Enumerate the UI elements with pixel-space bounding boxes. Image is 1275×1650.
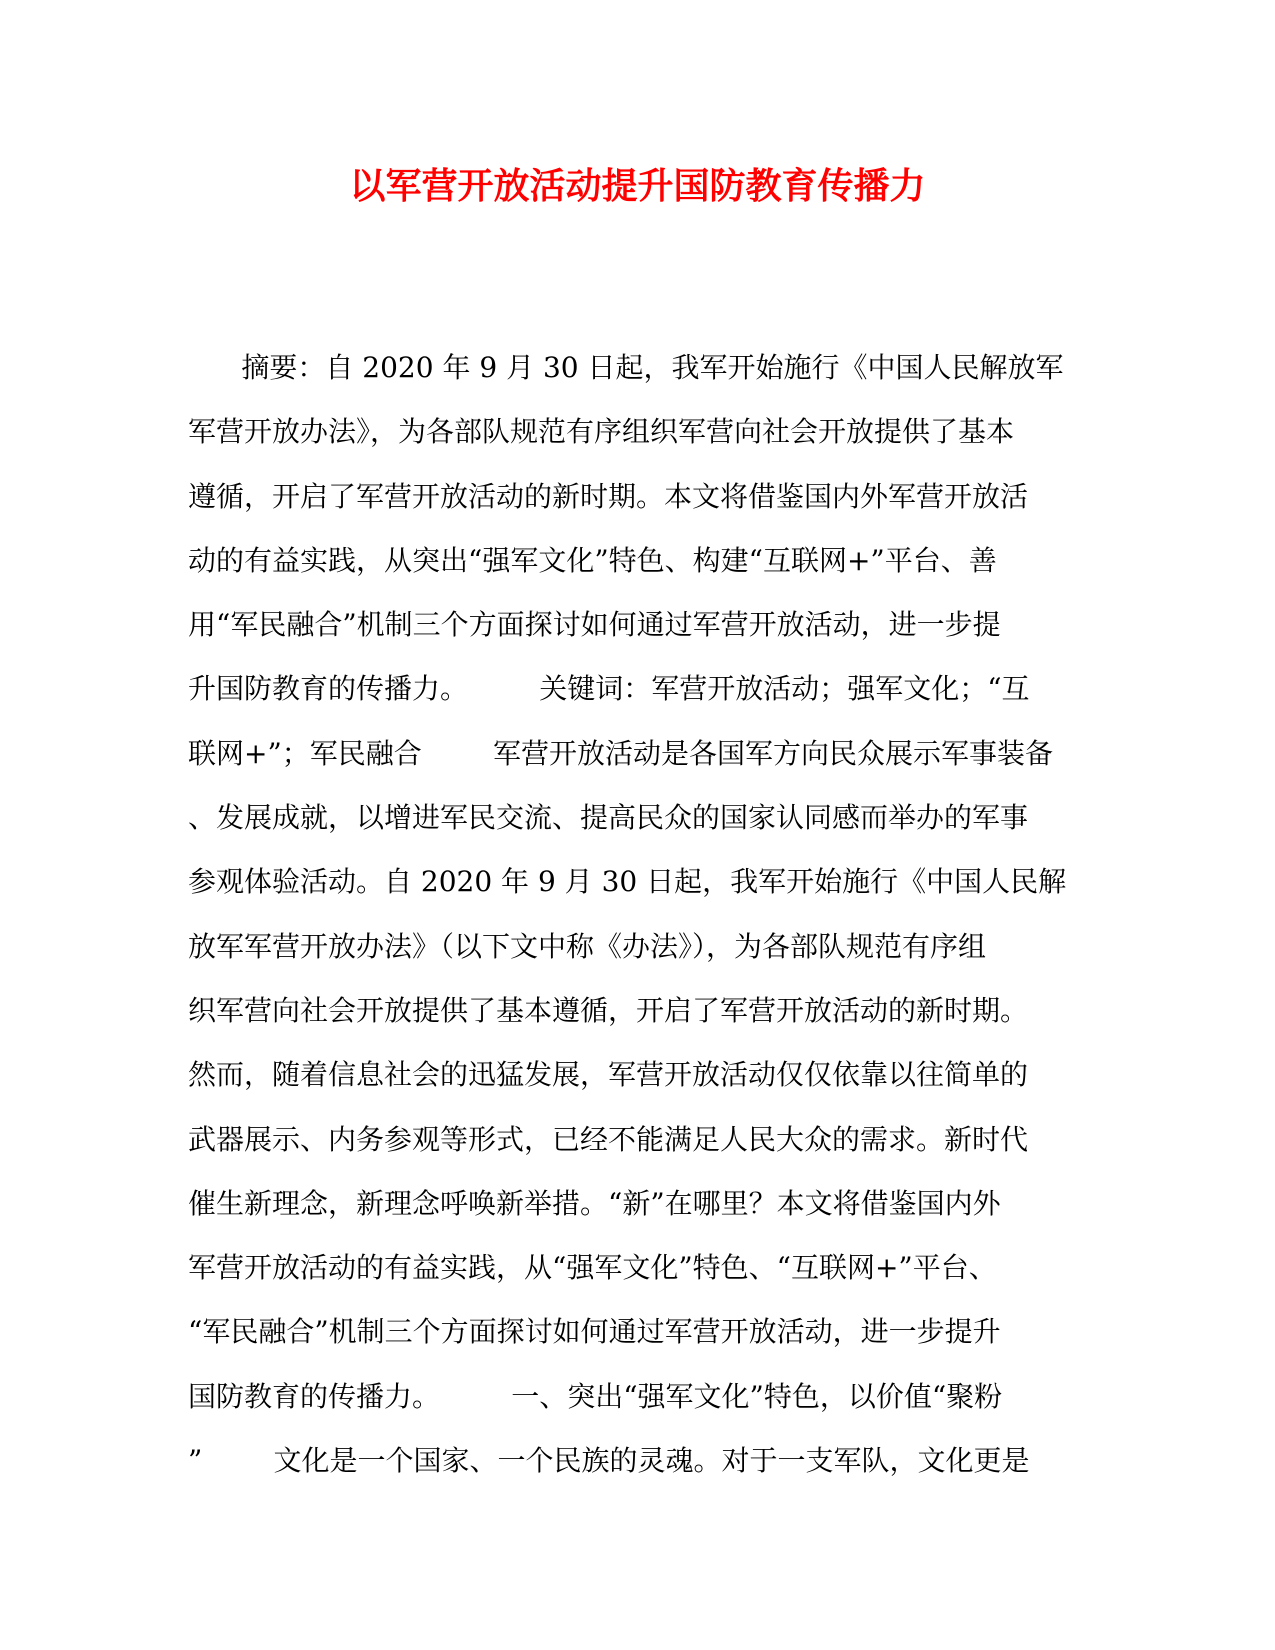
body-line: 参观体验活动。自 2020 年 9 月 30 日起，我军开始施行《中国人民解 xyxy=(188,865,1067,899)
body-line: 国防教育的传播力。 一、突出“强军文化”特色，以价值“聚粉 xyxy=(188,1379,1003,1413)
document-body xyxy=(188,336,1078,1493)
body-line: 动的有益实践，从突出“强军文化”特色、构建“互联网+”平台、善 xyxy=(188,543,997,577)
body-line: ” 文化是一个国家、一个民族的灵魂。对于一支军队，文化更是 xyxy=(188,1444,1030,1478)
body-line: 织军营向社会开放提供了基本遵循，开启了军营开放活动的新时期。 xyxy=(188,993,1029,1027)
body-line: 用“军民融合”机制三个方面探讨如何通过军营开放活动，进一步提 xyxy=(188,608,1001,642)
body-line: 摘要：自 2020 年 9 月 30 日起，我军开始施行《中国人民解放军 xyxy=(188,351,1064,384)
body-line: 武器展示、内务参观等形式，已经不能满足人民大众的需求。新时代 xyxy=(188,1122,1029,1156)
body-line: 军营开放办法》，为各部队规范有序组织军营向社会开放提供了基本 xyxy=(188,415,1015,449)
body-line: 升国防教育的传播力。 关键词：军营开放活动；强军文化；“互 xyxy=(188,672,1030,706)
body-line: 放军军营开放办法》（以下文中称《办法》），为各部队规范有序组 xyxy=(188,929,987,963)
body-line: 然而，随着信息社会的迅猛发展，军营开放活动仅仅依靠以往简单的 xyxy=(188,1058,1029,1092)
document-title: 以军营开放活动提升国防教育传播力 xyxy=(349,165,926,207)
body-line: 联网+”；军民融合 军营开放活动是各国军方向民众展示军事装备 xyxy=(188,736,1053,770)
body-line: 遵循，开启了军营开放活动的新时期。本文将借鉴国内外军营开放活 xyxy=(188,479,1029,513)
body-line: “军民融合”机制三个方面探讨如何通过军营开放活动，进一步提升 xyxy=(188,1315,1001,1349)
body-line: 、发展成就，以增进军民交流、提高民众的国家认同感而举办的军事 xyxy=(188,801,1029,835)
body-line: 催生新理念，新理念呼唤新举措。“新”在哪里？本文将借鉴国内外 xyxy=(188,1186,1001,1220)
body-line: 军营开放活动的有益实践，从“强军文化”特色、“互联网+”平台、 xyxy=(188,1251,997,1285)
